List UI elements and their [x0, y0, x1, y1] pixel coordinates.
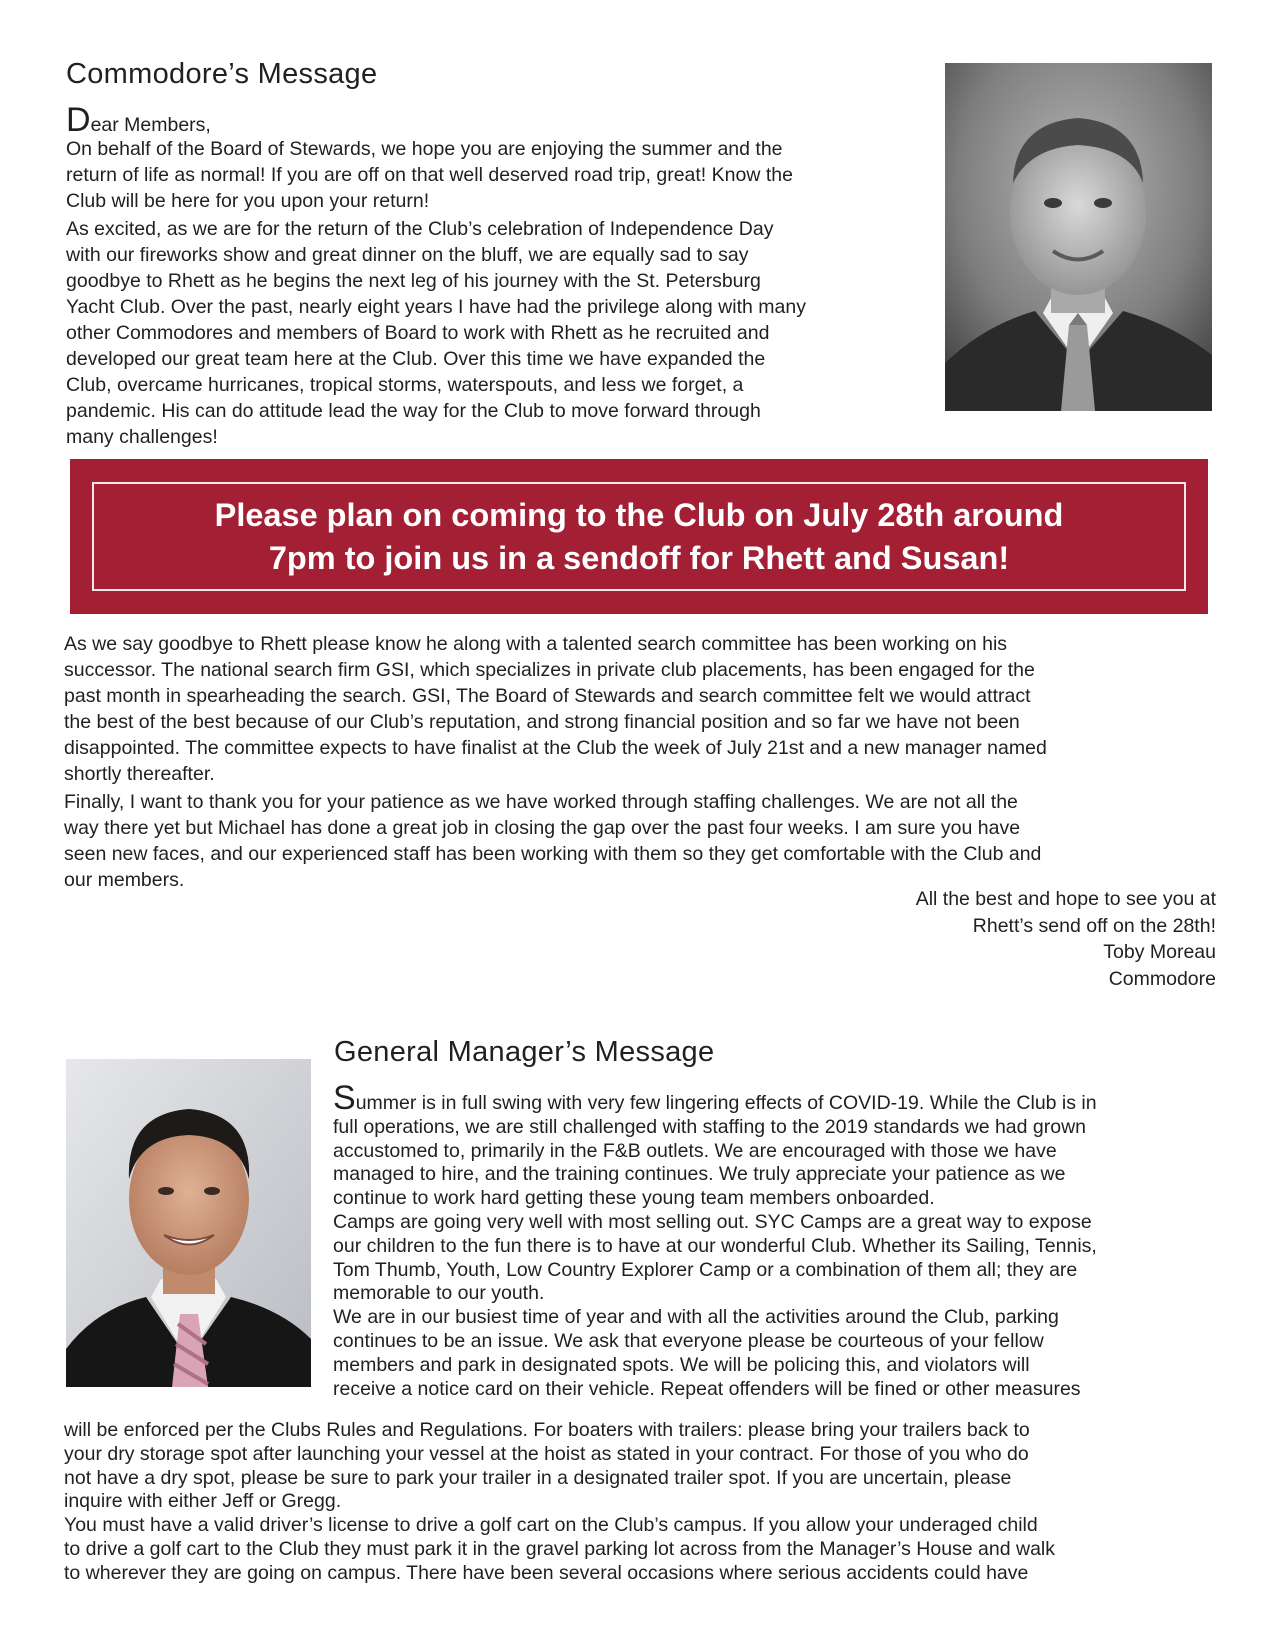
- sendoff-banner-text: Please plan on coming to the Club on July 28th around 7pm to join us in a sendoff for Rhett and Susan!: [214, 496, 1064, 576]
- signoff-line-1: All the best and hope to see you at: [915, 888, 1216, 910]
- sendoff-banner-frame: [92, 482, 1186, 591]
- gm-portrait: [66, 1059, 311, 1387]
- signoff-line-2: Rhett’s send off on the 28th!: [972, 914, 1216, 937]
- commodore-salutation: [66, 101, 211, 139]
- signoff-name: Toby Moreau: [1103, 941, 1216, 963]
- salutation-dropcap: D: [66, 101, 91, 139]
- commodore-paragraph-1: On behalf of the Board of Stewards, we hope you are enjoying the summer and the return of life as normal! If you are off on that well deserved road trip, great! Know the Club will be here for you upon your return!: [66, 138, 793, 212]
- commodore-title: Commodore’s Message: [66, 58, 378, 90]
- gm-paragraph-2: will be enforced per the Clubs Rules and Regulations. For boaters with trailers: please bring your trailers back to your dry storage spot after launching your vessel at the hoist as stated in your contract. For those of you who do not have a dry spot, please be sure to park your trailer in a designated trailer spot. If you are uncertain, please inquire with either Jeff or Gregg. You must have a valid driver’s license to drive a golf cart on the Club’s campus. If you allow your underaged child to drive a golf cart to the Club they must park it in the gravel parking lot across from the Manager’s House and walk to wherever they are going on campus. There have been several occasions where serious accidents could have: [64, 1419, 1056, 1584]
- commodore-paragraph-4: Finally, I want to thank you for your patience as we have worked through staffing challenges. We are not all the way there yet but Michael has done a great job in closing the gap over the past four weeks. I am sure you have seen new faces, and our experienced staff has been working with them so they get comfortable with the Club and our members.: [64, 791, 1042, 891]
- salutation-text: ear Members,: [90, 114, 211, 136]
- signoff-role: Commodore: [1108, 967, 1216, 990]
- commodore-signoff: [916, 886, 1216, 992]
- commodore-paragraph-3: As we say goodbye to Rhett please know he along with a talented search committee has been working on his successor. The national search firm GSI, which specializes in private club placements, has been engaged for the past month in spearheading the search. GSI, The Board of Stewards and search committee felt we would attract the best of the best because of our Club’s reputation, and strong financial position and so far we have not been disappointed. The committee expects to have finalist at the Club the week of July 21st and a new manager named shortly thereafter.: [64, 633, 1047, 785]
- gm-paragraph-1-text: ummer is in full swing with very few lingering effects of COVID-19. While the Club is in full operations, we are still challenged with staffing to the 2019 standards we had grown accustomed to, primarily in the F&B outlets. We are encouraged with those we have managed to hire, and the training continues. We truly appreciate your patience as we continue to work hard getting these young team members onboarded. Camps are going very well with most selling out. SYC Camps are a great way to expose our children to the fun there is to have at our wonderful Club. Whether its Sailing, Tennis, Tom Thumb, Youth, Low Country Explorer Camp or a combination of them all; they are memorable to our youth. We are in our busiest time of year and with all the activities around the Club, parking continues to be an issue. We ask that everyone please be courteous of your fellow members and park in designated spots. We will be policing this, and violators will receive a notice card on their vehicle. Repeat offenders will be fined or other measures: [333, 1092, 1097, 1400]
- commodore-paragraph-2: As excited, as we are for the return of the Club’s celebration of Independence Day with our fireworks show and great dinner on the bluff, we are equally sad to say goodbye to Rhett as he begins the next leg of his journey with the St. Petersburg Yacht Club. Over the past, nearly eight years I have had the privilege along with many other Commodores and members of Board to work with Rhett as he recruited and developed our great team here at the Club. Over this time we have expanded the Club, overcame hurricanes, tropical storms, waterspouts, and less we forget, a pandemic. His can do attitude lead the way for the Club to move forward through many challenges!: [66, 218, 806, 448]
- gm-dropcap: S: [333, 1079, 356, 1117]
- commodore-portrait: [945, 63, 1212, 411]
- sendoff-banner: [70, 459, 1208, 614]
- gm-title: General Manager’s Message: [334, 1036, 715, 1068]
- gm-paragraph-1: [333, 1079, 1097, 1401]
